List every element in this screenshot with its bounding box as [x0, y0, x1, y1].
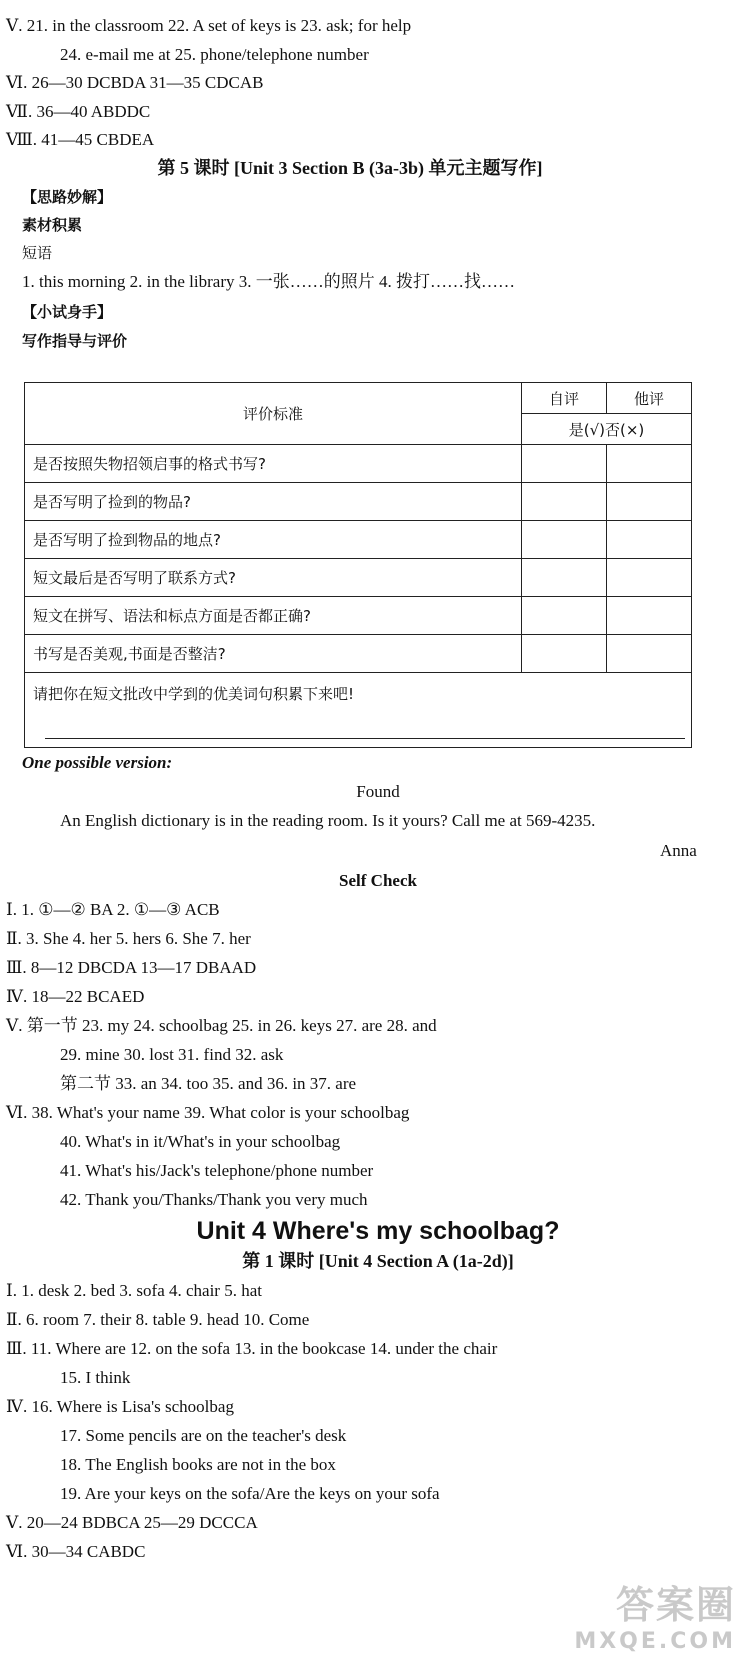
version-signature: Anna	[660, 841, 697, 860]
answer-line: Ⅵ. 30—34 CABDC	[6, 1542, 146, 1561]
answer-line: 18. The English books are not in the box	[60, 1455, 336, 1474]
watermark-text: 答案圈	[615, 1583, 736, 1627]
criterion-cell: 是否写明了捡到物品的地点?	[25, 521, 522, 559]
table-row	[25, 521, 692, 559]
answer-line: Ⅶ. 36—40 ABDDC	[6, 102, 151, 121]
criterion-cell: 是否写明了捡到的物品?	[25, 483, 522, 521]
criterion-cell: 是否按照失物招领启事的格式书写?	[25, 445, 522, 483]
answer-line: Ⅰ. 1. ①—② BA 2. ①—③ ACB	[6, 900, 220, 919]
table-row	[25, 445, 692, 483]
peer-eval-cell[interactable]	[607, 559, 692, 597]
peer-eval-cell[interactable]	[607, 521, 692, 559]
answer-line: Ⅴ. 20—24 BDBCA 25—29 DCCCA	[6, 1513, 258, 1532]
writing-line[interactable]	[45, 738, 685, 739]
phrase-list: 1. this morning 2. in the library 3. 一张……的照片 4. 拨打……找……	[22, 272, 515, 291]
table-row	[25, 635, 692, 673]
section-tag: 【小试身手】	[22, 303, 113, 321]
self-eval-cell[interactable]	[522, 597, 607, 635]
answer-line: Ⅲ. 8—12 DBCDA 13—17 DBAAD	[6, 958, 257, 977]
table-header-row	[25, 383, 692, 414]
section-tag: 【思路妙解】	[22, 188, 113, 206]
section-heading: Self Check	[339, 871, 417, 890]
subheading: 短语	[22, 244, 53, 262]
answer-line: Ⅱ. 3. She 4. her 5. hers 6. She 7. her	[6, 929, 251, 948]
self-eval-header: 自评	[522, 383, 607, 414]
table-row	[25, 597, 692, 635]
subheading: 写作指导与评价	[22, 332, 128, 350]
answer-line: Ⅴ. 第一节 23. my 24. schoolbag 25. in 26. keys 27. are 28. and	[6, 1016, 437, 1035]
answer-line: Ⅵ. 26—30 DCBDA 31—35 CDCAB	[6, 73, 264, 92]
self-eval-cell[interactable]	[522, 635, 607, 673]
answer-line: 24. e-mail me at 25. phone/telephone number	[60, 45, 369, 64]
answer-line: 15. I think	[60, 1368, 131, 1387]
peer-eval-cell[interactable]	[607, 483, 692, 521]
notes-cell: 请把你在短文批改中学到的优美词句积累下来吧!	[25, 673, 692, 748]
version-body: An English dictionary is in the reading room. Is it yours? Call me at 569-4235.	[60, 811, 596, 830]
answer-line: 19. Are your keys on the sofa/Are the keys on your sofa	[60, 1484, 440, 1503]
self-eval-cell[interactable]	[522, 445, 607, 483]
peer-eval-cell[interactable]	[607, 445, 692, 483]
lesson-heading: 第 1 课时 [Unit 4 Section A (1a-2d)]	[242, 1251, 514, 1271]
table-row	[25, 483, 692, 521]
table-row	[25, 559, 692, 597]
table-row	[25, 673, 692, 748]
answer-line: Ⅳ. 16. Where is Lisa's schoolbag	[6, 1397, 234, 1416]
answer-line: 40. What's in it/What's in your schoolbag	[60, 1132, 341, 1151]
self-eval-cell[interactable]	[522, 483, 607, 521]
answer-line: Ⅷ. 41—45 CBDEA	[6, 130, 155, 149]
answer-line: Ⅱ. 6. room 7. their 8. table 9. head 10. Come	[6, 1310, 310, 1329]
criterion-cell: 书写是否美观,书面是否整洁?	[25, 635, 522, 673]
criterion-cell: 短文最后是否写明了联系方式?	[25, 559, 522, 597]
answer-line: 42. Thank you/Thanks/Thank you very much	[60, 1190, 368, 1209]
watermark-url: MXQE.COM	[574, 1629, 736, 1654]
unit-heading: Unit 4 Where's my schoolbag?	[196, 1217, 560, 1245]
answer-line: 17. Some pencils are on the teacher's desk	[60, 1426, 347, 1445]
evaluation-table	[24, 382, 692, 748]
peer-eval-header: 他评	[607, 383, 692, 414]
site-watermark	[574, 1574, 736, 1654]
answer-line: Ⅲ. 11. Where are 12. on the sofa 13. in the bookcase 14. under the chair	[6, 1339, 498, 1358]
subheading: 素材积累	[22, 216, 83, 234]
self-eval-cell[interactable]	[522, 521, 607, 559]
self-eval-cell[interactable]	[522, 559, 607, 597]
answer-line: 29. mine 30. lost 31. find 32. ask	[60, 1045, 284, 1064]
lesson-heading: 第 5 课时 [Unit 3 Section B (3a-3b) 单元主题写作]	[157, 158, 543, 178]
peer-eval-cell[interactable]	[607, 597, 692, 635]
answer-line: Ⅵ. 38. What's your name 39. What color is your schoolbag	[6, 1103, 410, 1122]
version-label: One possible version:	[22, 753, 173, 772]
answer-line: Ⅳ. 18—22 BCAED	[6, 987, 145, 1006]
criterion-cell: 短文在拼写、语法和标点方面是否都正确?	[25, 597, 522, 635]
answer-line: Ⅴ. 21. in the classroom 22. A set of keys is 23. ask; for help	[6, 16, 412, 35]
criteria-header: 评价标准	[25, 383, 522, 445]
mark-legend: 是(√)否(×)	[522, 414, 692, 445]
answer-line: 41. What's his/Jack's telephone/phone number	[60, 1161, 374, 1180]
peer-eval-cell[interactable]	[607, 635, 692, 673]
answer-line: Ⅰ. 1. desk 2. bed 3. sofa 4. chair 5. hat	[6, 1281, 262, 1300]
version-title: Found	[356, 782, 400, 801]
answer-line: 第二节 33. an 34. too 35. and 36. in 37. are	[60, 1074, 357, 1093]
